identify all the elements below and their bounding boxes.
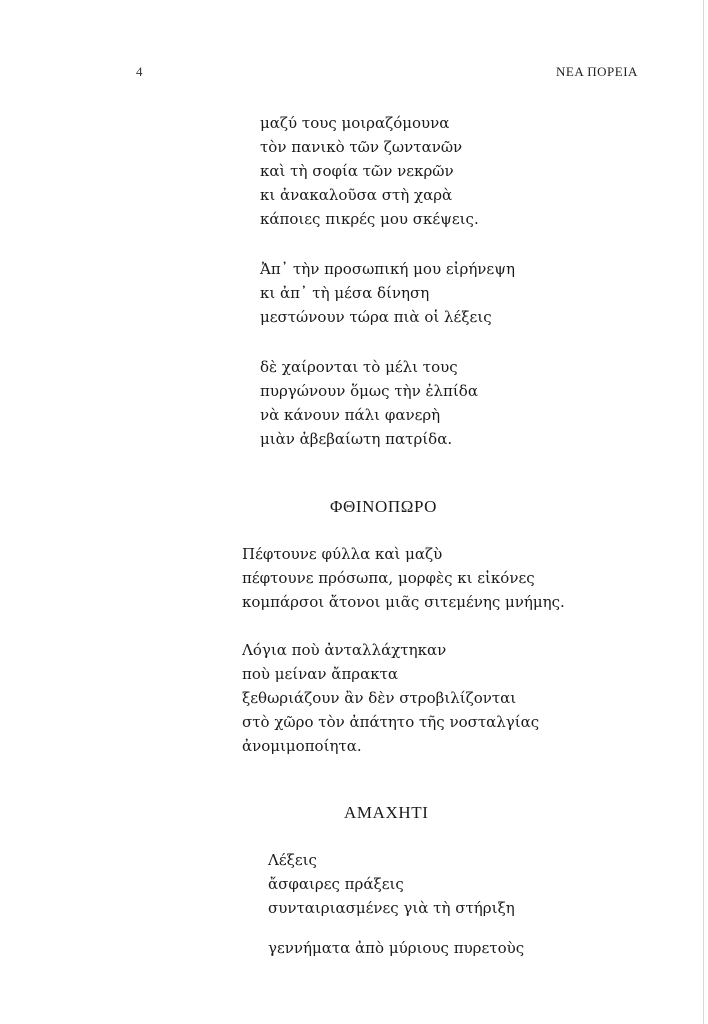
poem2-title: ΦΘΙΝΟΠΩΡΟ [330,497,437,516]
poem-line: κι ἀνακαλοῦσα στὴ χαρὰ [260,186,453,204]
poem1-stanza3 [260,355,478,451]
poem-line: τὸν πανικὸ τῶν ζωντανῶν [260,138,463,156]
poem-line: μαζύ τους μοιραζόμουνα [260,114,450,132]
poem-line: πέφτουνε πρόσωπα, μορφὲς κι εἰκόνες [242,569,535,587]
poem-line: πυργώνουν ὅμως τὴν ἐλπίδα [260,382,478,400]
poem3-stanza2 [268,936,524,960]
poem-line: ἄσφαιρες πράξεις [268,875,404,893]
poem1-stanza1 [260,111,479,231]
poem-line: μιὰν ἀβεβαίωτη πατρίδα. [260,430,453,448]
running-title: ΝΕΑ ΠΟΡΕΙΑ [556,64,638,79]
poem-line: Ἀπ᾽ τὴν προσωπική μου εἰρήνεψη [260,260,515,278]
poem-line: Λόγια ποὺ ἀνταλλάχτηκαν [242,641,447,659]
poem-line: Λέξεις [268,851,317,869]
poem-line: ποὺ μείναν ἄπρακτα [242,665,399,683]
poem-line: Πέφτουνε φύλλα καὶ μαζὺ [242,545,443,563]
poem2-stanza2 [242,638,539,758]
poem-line: κι ἀπ᾽ τὴ μέσα δίνηση [260,284,430,302]
poem-line: μεστώνουν τώρα πιὰ οἱ λέξεις [260,308,492,326]
poem-line: καὶ τὴ σοφία τῶν νεκρῶν [260,162,454,180]
page-number: 4 [136,64,143,79]
poem-line: γεννήματα ἀπὸ μύριους πυρετοὺς [268,939,525,957]
poem3-stanza1 [268,848,515,920]
page-edge [703,0,704,1024]
poem-line: ἀνομιμοποίητα. [242,737,362,755]
poem-line: στὸ χῶρο τὸν ἀπάτητο τῆς νοσταλγίας [242,713,540,731]
poem-line: κάποιες πικρές μου σκέψεις. [260,210,479,228]
poem1-stanza2 [260,257,515,329]
poem-line: συνταιριασμένες γιὰ τὴ στήριξη [268,899,515,917]
poem-line: δὲ χαίρονται τὸ μέλι τους [260,358,458,376]
poem-line: ξεθωριάζουν ἂν δὲν στροβιλίζονται [242,689,517,707]
poem-line: νὰ κάνουν πάλι φανερὴ [260,406,441,424]
poem3-title: ΑΜΑΧΗΤΙ [344,803,429,822]
poem-line: κομπάρσοι ἄτονοι μιᾶς σιτεμένης μνήμης. [242,593,565,611]
poem2-stanza1 [242,542,565,614]
